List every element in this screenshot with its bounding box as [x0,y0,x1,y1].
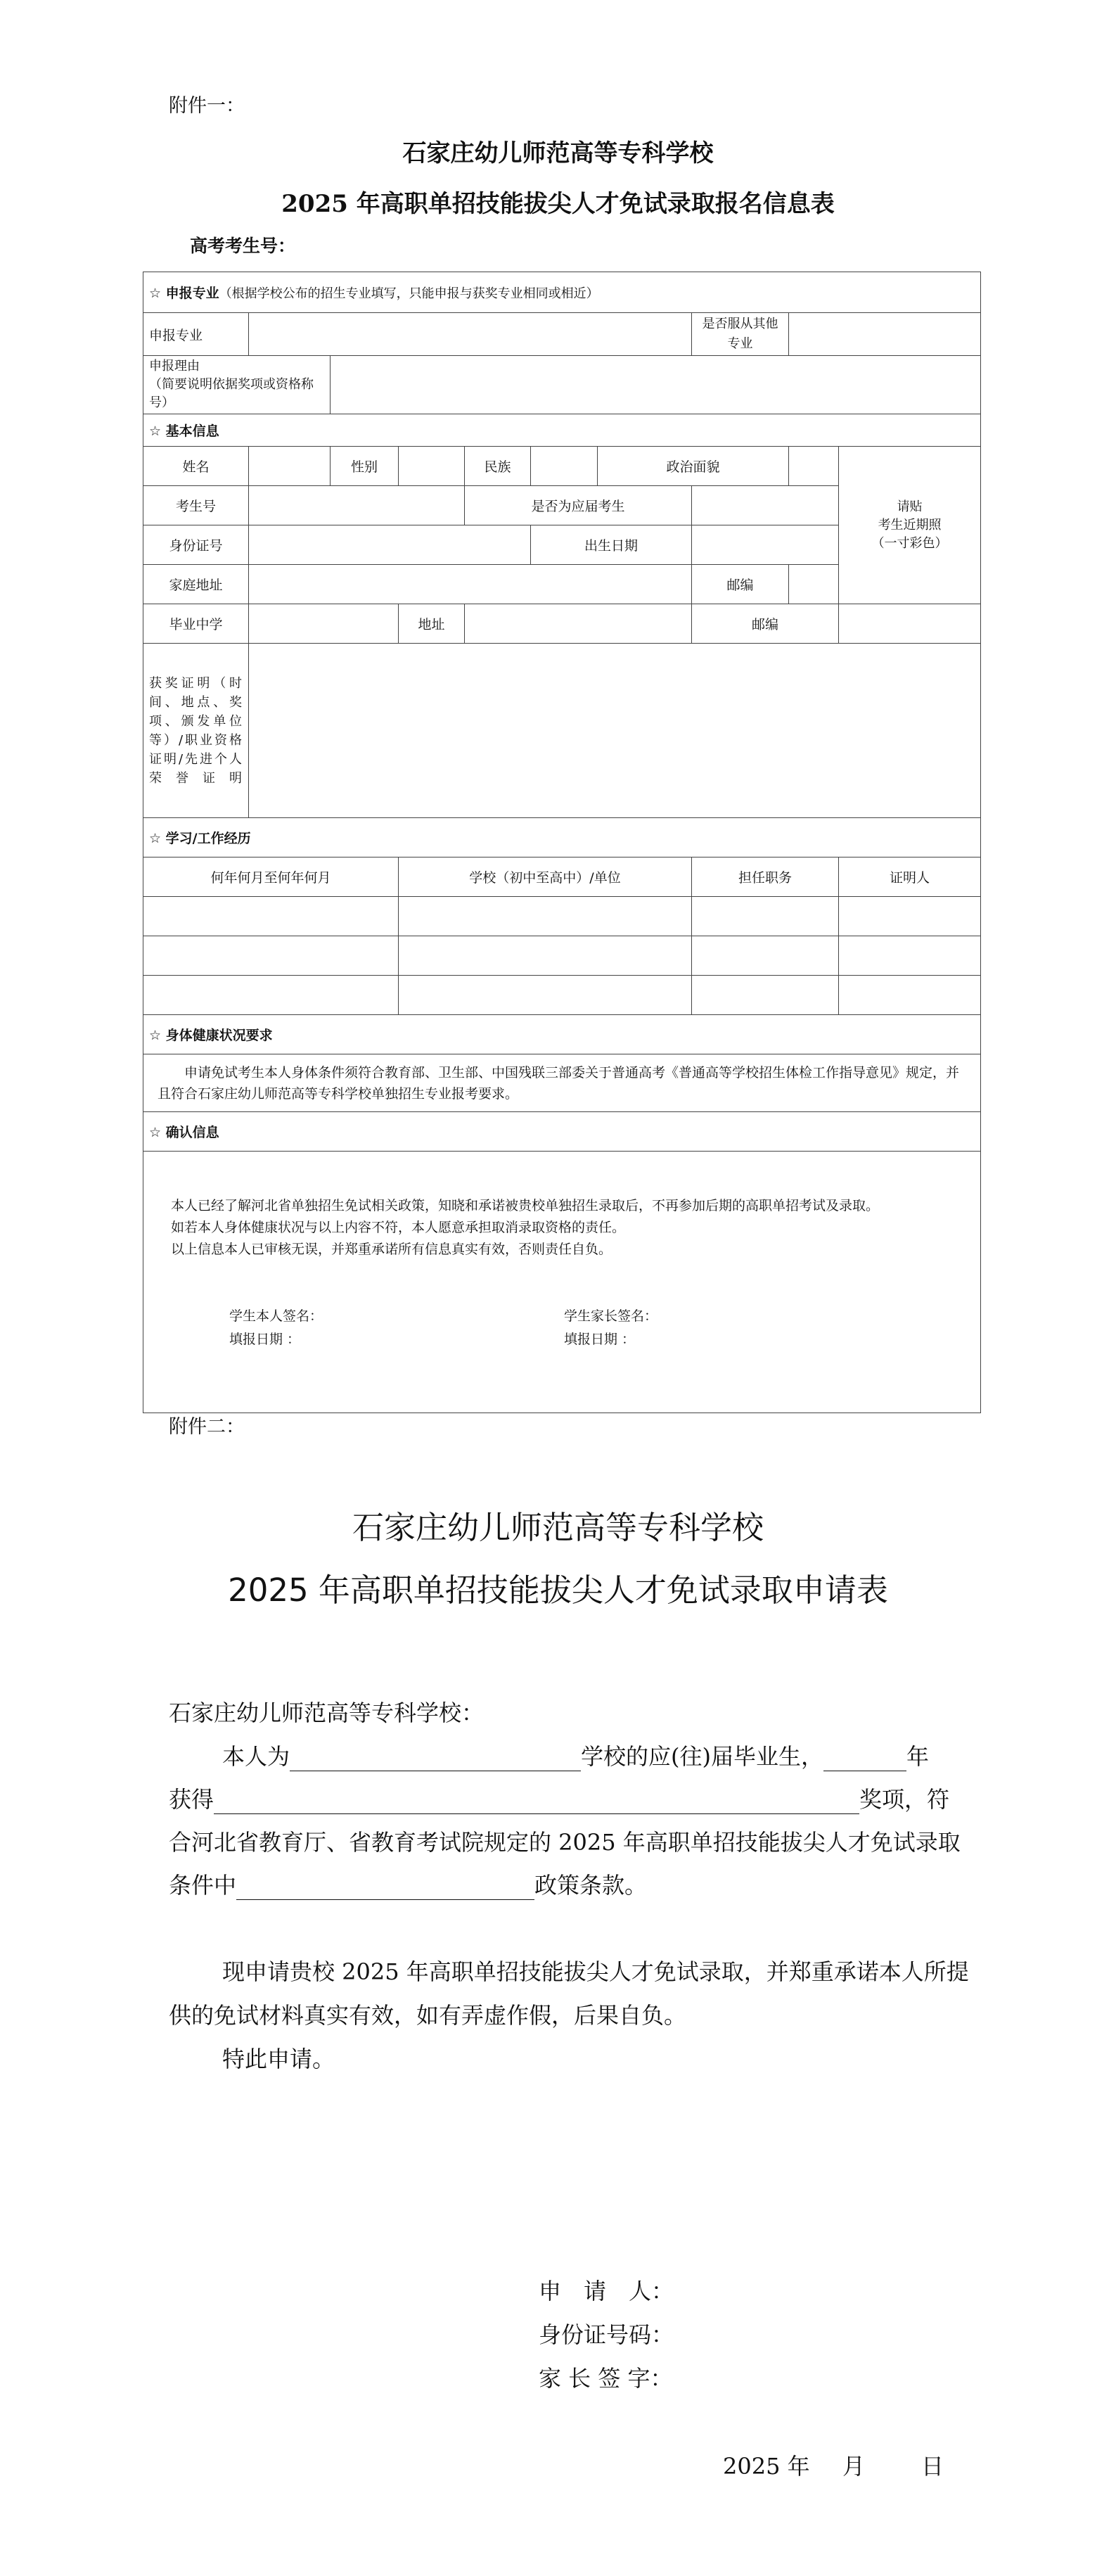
policy-blank[interactable] [236,1878,534,1900]
para-line-2 [169,1782,949,1814]
fresh-graduate-label: 是否为应届考生 [465,486,692,525]
table-row [143,936,981,976]
para-line-3: 合河北省教育厅、省教育考试院规定的 2025 年高职单招技能拔尖人才免试录取 [169,1829,961,1856]
high-school-label: 毕业中学 [143,604,249,644]
section-major-title: 申报专业 [165,286,219,301]
birth-date-input[interactable] [692,525,839,565]
study-col-position: 担任职务 [692,857,839,897]
text-segment: 年 [906,1743,930,1770]
section-major [143,272,981,313]
text-segment: 本人为 [222,1743,290,1770]
ethnic-label: 民族 [465,447,531,486]
photo-hint-3: （一寸彩色） [871,535,948,551]
section-health [143,1015,981,1054]
star-icon: ☆ [149,1028,162,1043]
gender-input[interactable] [399,447,465,486]
section-basic [143,414,981,447]
text-segment: 获得 [169,1786,214,1813]
parent-signature-label: 学生家长签名： [564,1308,658,1324]
exam-number-label: 高考考生号： [190,236,296,256]
table-row [143,897,981,936]
school-name-blank[interactable] [290,1749,581,1771]
star-icon: ☆ [149,286,162,301]
para-line-7: 特此申请。 [222,2046,335,2072]
political-status-label: 政治面貌 [598,447,789,486]
applicant-label: 申 请 人： [539,2278,674,2304]
name-input[interactable] [249,447,331,486]
study-col-school: 学校（初中至高中）/单位 [399,857,692,897]
health-requirement-text: 申请免试考生本人身体条件须符合教育部、卫生部、中国残联三部委关于普通高考《普通高等学校招生体检工作指导意见》规定，并且符合石家庄幼儿师范高等专科学校单独招生专业报考要求。 [143,1054,981,1112]
major-label: 申报专业 [143,313,249,356]
confirm-text-2: 如若本人身体健康状况与以上内容不符，本人愿意承担取消录取资格的责任。 [171,1220,626,1235]
gender-label: 性别 [331,447,399,486]
date-year: 2025 年 [723,2453,810,2480]
star-icon: ☆ [149,423,162,439]
id-number-label: 身份证号码： [539,2321,674,2348]
star-icon: ☆ [149,1125,162,1140]
text-segment: 奖项，符 [859,1786,950,1813]
award-proof-input[interactable] [249,644,981,818]
name-label: 姓名 [143,447,249,486]
postcode-input[interactable] [789,565,839,604]
birth-date-label: 出生日期 [531,525,692,565]
para-line-6: 供的免试材料真实有效，如有弄虚作假，后果自负。 [169,2002,687,2029]
obey-other-major-label: 是否服从其他专业 [692,313,789,356]
award-proof-label: 获奖证明（时间、地点、奖项、颁发单位等）/职业资格证明/先进个人荣誉证明 [143,644,249,818]
exam-id-input[interactable] [249,486,465,525]
award-blank[interactable] [214,1792,859,1814]
parent-sign-label: 家 长 签 字： [539,2365,673,2392]
text-segment: 学校的应(往)届毕业生， [581,1743,823,1770]
major-input[interactable] [249,313,692,356]
home-address-input[interactable] [249,565,692,604]
form-title-main: 2025 年高职单招技能拔尖人才免试录取报名信息表 [281,190,835,218]
obey-other-major-input[interactable] [789,313,981,356]
photo-hint-1: 请贴 [897,499,923,514]
fresh-graduate-input[interactable] [692,486,839,525]
section-study [143,818,981,857]
section-confirm-title: 确认信息 [165,1125,219,1140]
exam-id-label: 考生号 [143,486,249,525]
section-major-note: （根据学校公布的招生专业填写，只能申报与获奖专业相同或相近） [219,286,599,301]
school-address-label: 地址 [399,604,465,644]
photo-hint-2: 考生近期照 [878,517,942,533]
reason-label: 申报理由 [149,359,200,374]
high-school-input[interactable] [249,604,399,644]
confirm-text-1: 本人已经了解河北省单独招生免试相关政策，知晓和承诺被贵校单独招生录取后，不再参加后期的高职单招考试及录取。 [171,1198,880,1213]
reason-hint: （简要说明依据奖项或资格称号） [149,377,314,410]
form-title-school: 石家庄幼儿师范高等专科学校 [402,139,714,167]
year-blank[interactable] [823,1749,906,1771]
application-title-main: 2025 年高职单招技能拔尖人才免试录取申请表 [228,1571,888,1609]
home-address-label: 家庭地址 [143,565,249,604]
table-row [143,976,981,1015]
id-card-label: 身份证号 [143,525,249,565]
reason-input[interactable] [331,356,981,414]
registration-form-table [143,272,981,1413]
text-segment: 条件中 [169,1872,237,1899]
school-address-input[interactable] [465,604,692,644]
political-status-input[interactable] [789,447,839,486]
star-icon: ☆ [149,831,162,846]
postcode-label: 邮编 [692,565,789,604]
photo-box[interactable] [839,447,981,604]
para-line-5: 现申请贵校 2025 年高职单招技能拔尖人才免试录取，并郑重承诺本人所提 [222,1958,969,1985]
confirm-text-3: 以上信息本人已审核无误，并郑重承诺所有信息真实有效，否则责任自负。 [171,1242,612,1257]
study-col-period: 何年何月至何年何月 [143,857,399,897]
attachment-2-label: 附件二： [169,1416,245,1438]
text-segment: 政策条款。 [534,1872,648,1899]
para-line-1 [222,1739,929,1771]
student-fill-date-label: 填报日期 ： [229,1332,301,1347]
ethnic-input[interactable] [531,447,598,486]
date-month: 月 [842,2453,866,2480]
date-day: 日 [921,2453,944,2480]
section-basic-title: 基本信息 [165,423,219,439]
student-signature-label: 学生本人签名： [229,1308,323,1324]
salutation: 石家庄幼儿师范高等专科学校： [169,1700,485,1726]
attachment-1-label: 附件一： [169,95,245,117]
confirm-block [143,1152,981,1413]
parent-fill-date-label: 填报日期 ： [564,1332,636,1347]
school-postcode-input[interactable] [839,604,981,644]
application-title-school: 石家庄幼儿师范高等专科学校 [352,1509,764,1546]
section-health-title: 身体健康状况要求 [165,1028,273,1043]
section-study-title: 学习/工作经历 [165,831,251,846]
study-col-witness: 证明人 [839,857,981,897]
id-card-input[interactable] [249,525,531,565]
school-postcode-label: 邮编 [692,604,839,644]
para-line-4 [169,1868,647,1900]
section-confirm [143,1112,981,1152]
